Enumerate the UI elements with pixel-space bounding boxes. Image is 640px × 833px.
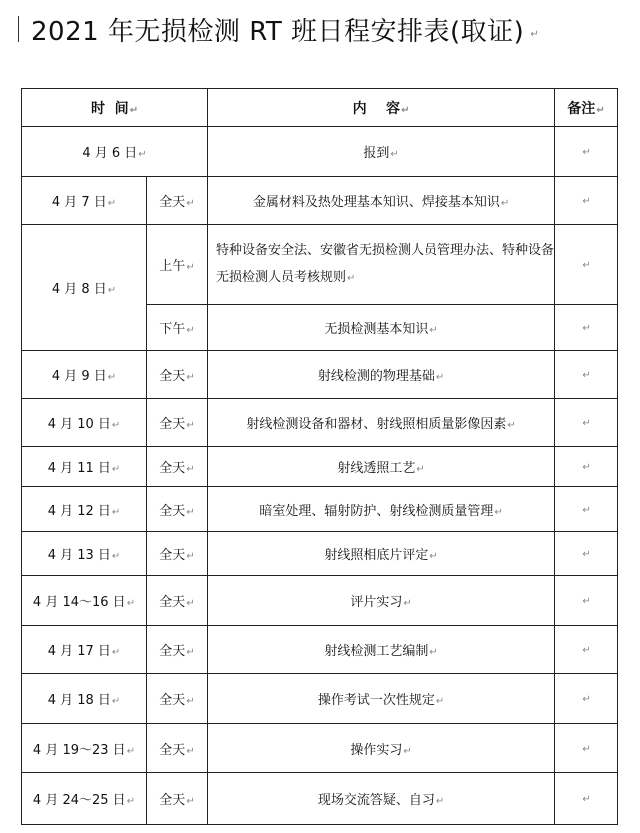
paragraph-mark-icon: ↵ (186, 464, 195, 475)
table-row (22, 487, 618, 532)
date-cell: 4 月 24～25 日↵ (22, 773, 147, 825)
paragraph-mark-icon: ↵ (111, 551, 121, 562)
paragraph-mark-icon: ↵ (186, 262, 195, 273)
date-cell: 4 月 6 日↵ (22, 127, 208, 177)
paragraph-mark-icon: ↵ (111, 506, 121, 518)
paragraph-mark-icon: ↵ (126, 796, 136, 807)
paragraph-mark-icon: ↵ (435, 796, 445, 807)
title-text: 2021 年无损检测 RT 班日程安排表(取证) (31, 16, 525, 47)
paragraph-mark-icon: ↵ (582, 549, 591, 560)
date-cell: 4 月 11 日↵ (22, 447, 147, 487)
paragraph-mark-icon: ↵ (126, 745, 136, 757)
paragraph-mark-icon: ↵ (429, 647, 438, 658)
paragraph-mark-icon: ↵ (582, 694, 591, 705)
paragraph-mark-icon: ↵ (582, 196, 591, 207)
content-cell: 特种设备安全法、安徽省无损检测人员管理办法、特种设备无损检测人员考核规则↵ (208, 225, 555, 305)
date-cell: 4 月 14～16 日↵ (22, 576, 147, 626)
table-row (22, 626, 618, 674)
period-cell: 全天↵ (147, 724, 208, 773)
table-header-row (22, 89, 618, 127)
header-remark: 备注↵ (555, 89, 618, 127)
paragraph-mark-icon: ↵ (429, 551, 438, 562)
paragraph-mark-icon: ↵ (390, 149, 399, 160)
period-cell: 上午↵ (147, 225, 208, 305)
period-cell: 全天↵ (147, 773, 208, 825)
period-cell: 下午↵ (147, 305, 208, 351)
paragraph-mark-icon: ↵ (186, 647, 195, 658)
table-row (22, 724, 618, 773)
content-cell: 现场交流答疑、自习↵ (208, 773, 555, 825)
paragraph-mark-icon: ↵ (186, 551, 195, 562)
remark-cell (555, 127, 618, 177)
remark-cell (555, 447, 618, 487)
paragraph-mark-icon: ↵ (186, 506, 195, 518)
remark-cell (555, 626, 618, 674)
date-cell: 4 月 10 日↵ (22, 399, 147, 447)
remark-cell (555, 399, 618, 447)
paragraph-mark-icon: ↵ (186, 696, 195, 707)
content-cell: 操作实习↵ (208, 724, 555, 773)
remark-cell (555, 773, 618, 825)
content-cell: 操作考试一次性规定↵ (208, 674, 555, 724)
period-cell: 全天↵ (147, 532, 208, 576)
paragraph-mark-icon: ↵ (435, 696, 445, 707)
remark-cell (555, 532, 618, 576)
remark-cell (555, 674, 618, 724)
text-cursor (18, 16, 19, 42)
period-cell: 全天↵ (147, 674, 208, 724)
paragraph-mark-icon: ↵ (494, 506, 503, 518)
content-cell: 射线检测设备和器材、射线照相质量影像因素↵ (208, 399, 555, 447)
paragraph-mark-icon: ↵ (126, 598, 136, 609)
document-title (18, 12, 539, 46)
paragraph-mark-icon: ↵ (403, 745, 412, 757)
paragraph-mark-icon: ↵ (582, 370, 591, 381)
date-cell: 4 月 7 日↵ (22, 177, 147, 225)
content-cell: 射线照相底片评定↵ (208, 532, 555, 576)
remark-cell (555, 724, 618, 773)
period-cell: 全天↵ (147, 487, 208, 532)
paragraph-mark-icon: ↵ (138, 149, 147, 160)
date-cell: 4 月 17 日↵ (22, 626, 147, 674)
paragraph-mark-icon: ↵ (107, 372, 117, 383)
paragraph-mark-icon: ↵ (186, 198, 195, 209)
paragraph-mark-icon: ↵ (186, 598, 195, 609)
date-cell: 4 月 12 日↵ (22, 487, 147, 532)
paragraph-mark-icon: ↵ (186, 745, 195, 757)
content-cell: 评片实习↵ (208, 576, 555, 626)
date-cell: 4 月 18 日↵ (22, 674, 147, 724)
content-cell: 金属材料及热处理基本知识、焊接基本知识↵ (208, 177, 555, 225)
table-row (22, 447, 618, 487)
paragraph-mark-icon: ↵ (186, 420, 195, 431)
paragraph-mark-icon: ↵ (500, 198, 510, 209)
header-content: 内 容↵ (208, 89, 555, 127)
paragraph-mark-icon: ↵ (582, 418, 591, 429)
paragraph-mark-icon: ↵ (107, 198, 117, 209)
period-cell: 全天↵ (147, 576, 208, 626)
paragraph-mark-icon: ↵ (582, 147, 591, 158)
paragraph-mark-icon: ↵ (582, 323, 591, 334)
paragraph-mark-icon: ↵ (582, 743, 591, 755)
table-row (22, 399, 618, 447)
paragraph-mark-icon: ↵ (111, 696, 121, 707)
date-cell: 4 月 9 日↵ (22, 351, 147, 399)
schedule-table (21, 88, 618, 825)
paragraph-mark-icon: ↵ (582, 645, 591, 656)
period-cell: 全天↵ (147, 447, 208, 487)
table-row (22, 773, 618, 825)
paragraph-mark-icon: ↵ (107, 285, 117, 296)
content-cell: 无损检测基本知识↵ (208, 305, 555, 351)
paragraph-mark-icon: ↵ (507, 420, 516, 431)
paragraph-mark-icon: ↵ (186, 325, 195, 336)
table-row (22, 225, 618, 305)
remark-cell (555, 225, 618, 305)
table-row (22, 351, 618, 399)
table-row (22, 127, 618, 177)
paragraph-mark-icon: ↵ (530, 28, 539, 40)
paragraph-mark-icon: ↵ (403, 598, 412, 609)
date-cell: 4 月 19～23 日↵ (22, 724, 147, 773)
paragraph-mark-icon: ↵ (111, 647, 121, 658)
paragraph-mark-icon: ↵ (429, 325, 438, 336)
table-row (22, 177, 618, 225)
remark-cell (555, 177, 618, 225)
content-cell: 暗室处理、辐射防护、射线检测质量管理↵ (208, 487, 555, 532)
period-cell: 全天↵ (147, 626, 208, 674)
remark-cell (555, 576, 618, 626)
paragraph-mark-icon: ↵ (596, 104, 605, 116)
content-cell: 射线透照工艺↵ (208, 447, 555, 487)
table-row (22, 576, 618, 626)
content-cell: 射线检测工艺编制↵ (208, 626, 555, 674)
paragraph-mark-icon: ↵ (111, 464, 121, 475)
paragraph-mark-icon: ↵ (129, 104, 139, 116)
table-row (22, 532, 618, 576)
paragraph-mark-icon: ↵ (416, 464, 425, 475)
paragraph-mark-icon: ↵ (186, 372, 195, 383)
paragraph-mark-icon: ↵ (582, 462, 591, 473)
paragraph-mark-icon: ↵ (347, 273, 356, 284)
content-cell: 射线检测的物理基础↵ (208, 351, 555, 399)
paragraph-mark-icon: ↵ (582, 504, 591, 516)
period-cell: 全天↵ (147, 177, 208, 225)
header-time: 时 间↵ (22, 89, 208, 127)
paragraph-mark-icon: ↵ (401, 104, 410, 116)
remark-cell (555, 487, 618, 532)
period-cell: 全天↵ (147, 351, 208, 399)
remark-cell (555, 305, 618, 351)
paragraph-mark-icon: ↵ (582, 596, 591, 607)
paragraph-mark-icon: ↵ (582, 794, 591, 805)
date-cell: 4 月 8 日↵ (22, 225, 147, 351)
paragraph-mark-icon: ↵ (111, 420, 121, 431)
date-cell: 4 月 13 日↵ (22, 532, 147, 576)
remark-cell (555, 351, 618, 399)
paragraph-mark-icon: ↵ (435, 372, 445, 383)
table-row (22, 674, 618, 724)
content-cell: 报到↵ (208, 127, 555, 177)
period-cell: 全天↵ (147, 399, 208, 447)
paragraph-mark-icon: ↵ (186, 796, 195, 807)
paragraph-mark-icon: ↵ (582, 260, 591, 271)
